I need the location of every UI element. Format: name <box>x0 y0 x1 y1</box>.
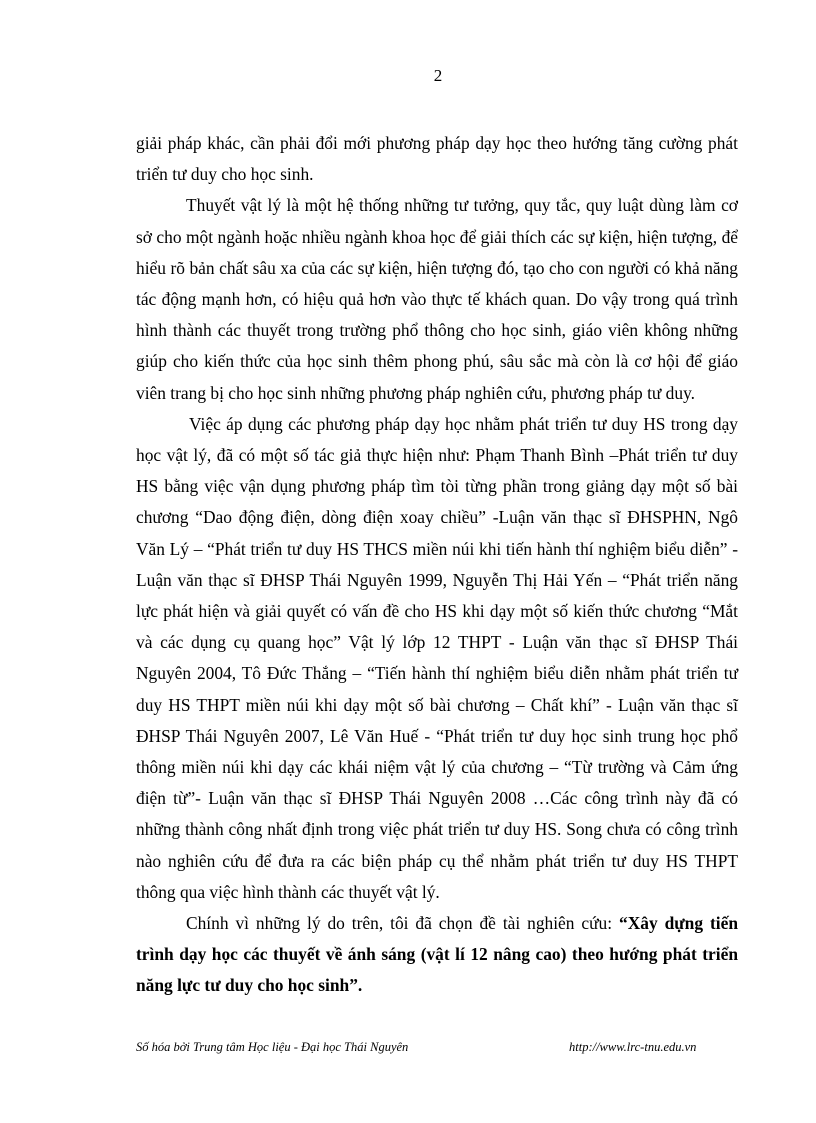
research-topic-intro: Chính vì những lý do trên, tôi đã chọn đề tài nghiên cứu: <box>186 913 619 934</box>
paragraph-prior-research: Việc áp dụng các phương pháp dạy học nhằm phát triển tư duy HS trong dạy học vật lý, đã có một số tác giả thực hiện như: Phạm Thanh Bình –Phát triển tư duy HS bằng việc vận dụng phương pháp tìm tòi từng phần trong giảng dạy một số bài chương “Dao động điện, dòng điện xoay chiều” -Luận văn thạc sĩ ĐHSPHN, Ngô Văn Lý – “Phát triển tư duy HS THCS miền núi khi tiến hành thí nghiệm biểu diễn” - Luận văn thạc sĩ ĐHSP Thái Nguyên 1999, Nguyễn Thị Hải Yến – “Phát triển năng lực phát hiện và giải quyết có vấn đề cho HS khi dạy một số kiến thức chương “Mắt và các dụng cụ quang học” Vật lý lớp 12 THPT - Luận văn thạc sĩ ĐHSP Thái Nguyên 2004, Tô Đức Thắng – “Tiến hành thí nghiệm biểu diễn nhằm phát triển tư duy HS THPT miền núi khi dạy một số bài chương – Chất khí” - Luận văn thạc sĩ ĐHSP Thái Nguyên 2007, Lê Văn Huế - “Phát triển tư duy học sinh trung học phổ thông miền núi khi dạy các khái niệm vật lý của chương – “Từ trường và Cảm ứng điện từ”- Luận văn thạc sĩ ĐHSP Thái Nguyên 2008 …Các công trình này đã có những thành công nhất định trong việc phát triển tư duy HS. Song chưa có công trình nào nghiên cứu để đưa ra các biện pháp cụ thể nhằm phát triển tư duy HS THPT thông qua việc hình thành các thuyết vật lý. <box>136 413 738 902</box>
footer-url: http://www.lrc-tnu.edu.vn <box>569 1040 697 1054</box>
page-number: 2 <box>433 66 443 85</box>
paragraph-physics-theory: Thuyết vật lý là một hệ thống những tư tưởng, quy tắc, quy luật dùng làm cơ sở cho một ngành hoặc nhiều ngành khoa học để giải thích các sự kiện, hiện tượng, để hiểu rõ bản chất sâu xa của các sự kiện, hiện tượng đó, tạo cho con người có khả năng tác động mạnh hơn, có hiệu quả hơn vào thực tế khách quan. Do vậy trong quá trình hình thành các thuyết trong trường phổ thông cho học sinh, giáo viên không những giúp cho kiến thức của học sinh thêm phong phú, sâu sắc mà còn là cơ hội để giáo viên trang bị cho học sinh những phương pháp nghiên cứu, phương pháp tư duy. <box>136 195 738 403</box>
footer-source: Số hóa bởi Trung tâm Học liệu - Đại học Thái Nguyên <box>136 1040 409 1054</box>
paragraph-research-topic <box>136 908 738 1002</box>
research-topic-title: “Xây dựng tiến trình dạy học các thuyết về ánh sáng (vật lí 12 nâng cao) theo hướng phát triển năng lực tư duy cho học sinh”. <box>136 913 738 996</box>
paragraph-continuation: giải pháp khác, cần phải đổi mới phương pháp dạy học theo hướng tăng cường phát triển tư duy cho học sinh. <box>136 133 738 185</box>
document-body <box>136 128 738 1002</box>
